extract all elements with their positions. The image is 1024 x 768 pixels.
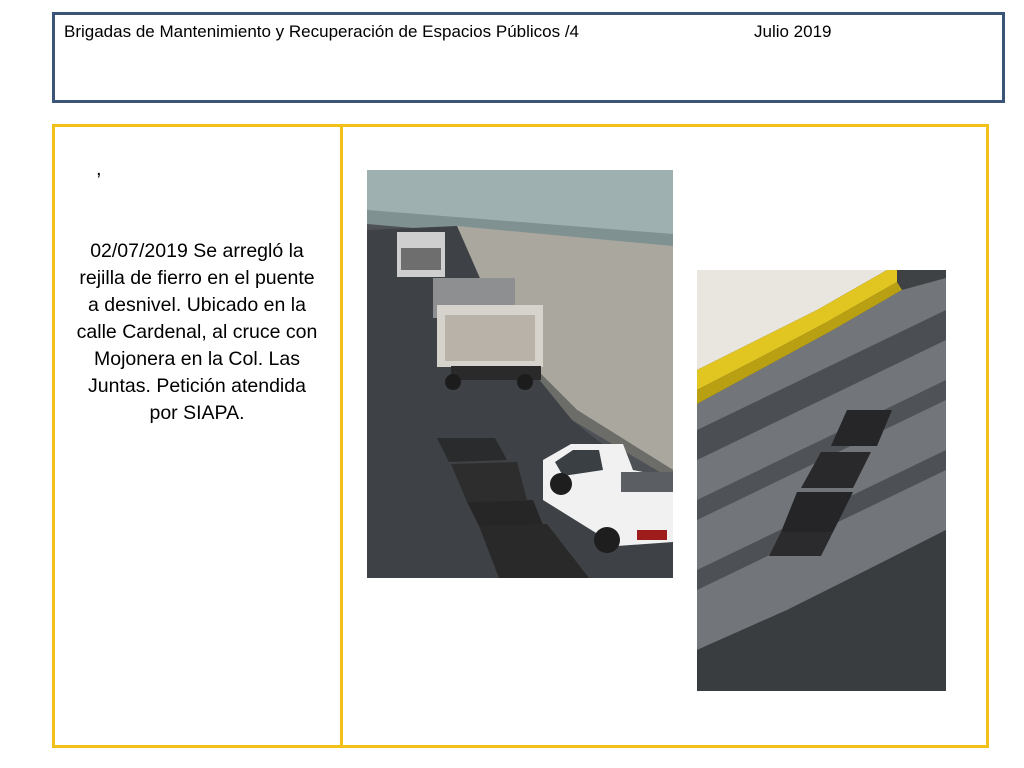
stray-comma: , — [96, 158, 102, 180]
description-text: 02/07/2019 Se arregló la rejilla de fierro en el puente a desnivel. Ubicado en la calle Cardenal, al cruce con Mojonera en la Col. Las Juntas. Petición atendida por SIAPA. — [76, 240, 318, 424]
header-box — [52, 12, 1005, 103]
photo-overpass-trucks — [367, 170, 673, 578]
header-date: Julio 2019 — [754, 22, 832, 41]
header-title: Brigadas de Mantenimiento y Recuperación de Espacios Públicos /4 — [64, 22, 580, 41]
column-divider — [340, 127, 343, 748]
photo-grate-closeup — [697, 270, 946, 691]
